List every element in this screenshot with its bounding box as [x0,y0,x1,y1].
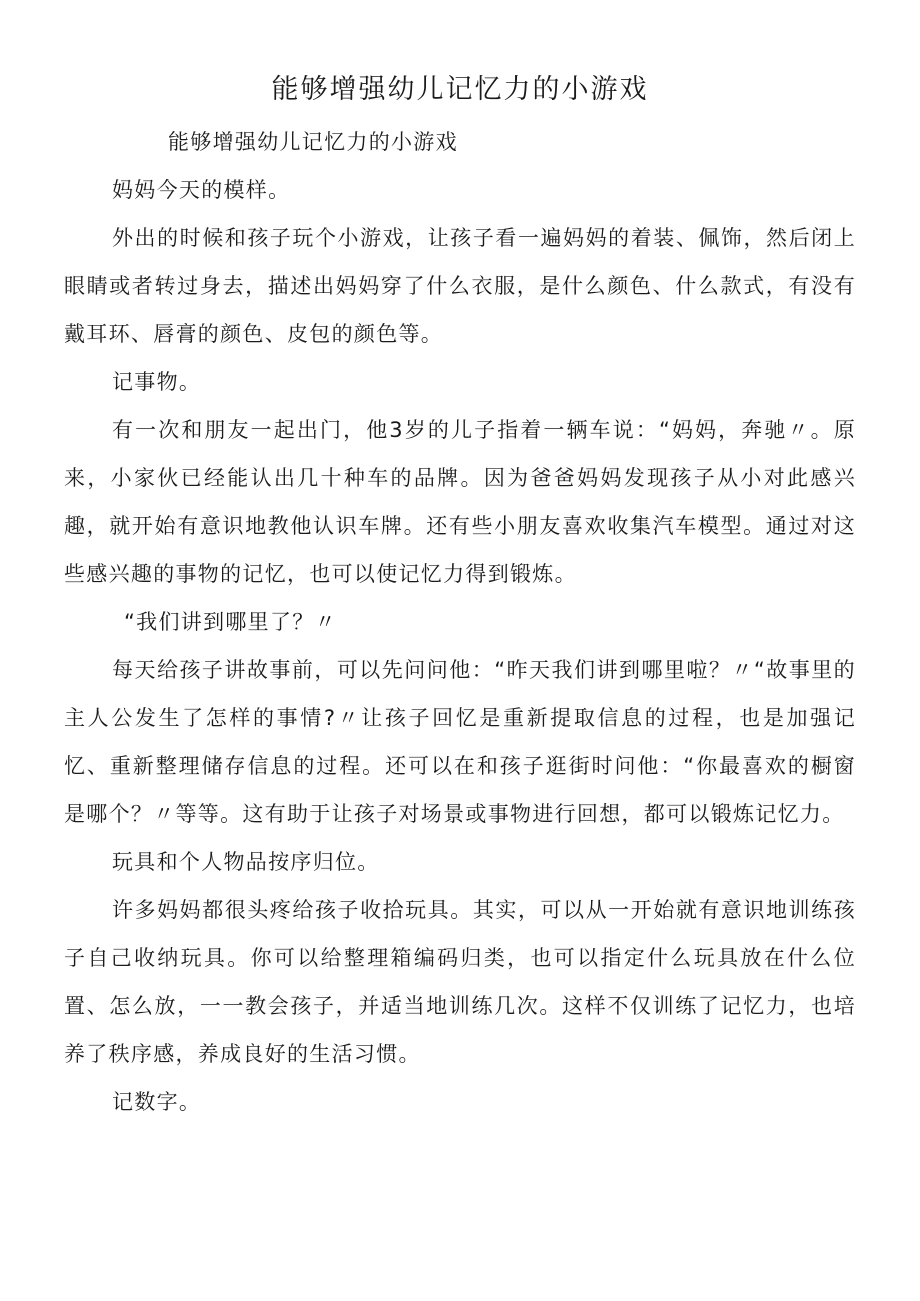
paragraph-remember-things: 有一次和朋友一起出门，他3岁的儿子指着一辆车说：“妈妈，奔驰〃。原来，小家伙已经能认出几十种车的品牌。因为爸爸妈妈发现孩子从小对此感兴趣，就开始有意识地教他认识车牌。还有些小朋友喜欢收集汽车模型。通过对这些感兴趣的事物的记忆，也可以使记忆力得到锻炼。 [64,418,856,586]
paragraph-toys-in-order: 许多妈妈都很头疼给孩子收拾玩具。其实，可以从一开始就有意识地训练孩子自己收纳玩具。你可以给整理箱编码归类，也可以指定什么玩具放在什么位置、怎么放，一一教会孩子，并适当地训练几次。这样不仅训练了记忆力，也培养了秩序感，养成良好的生活习惯。 [64,898,856,1066]
document-title: 能够增强幼儿记忆力的小游戏 [271,74,649,105]
subtitle-paragraph: 能够增强幼儿记忆力的小游戏 [168,130,458,154]
paragraph-mom-today: 外出的时候和孩子玩个小游戏，让孩子看一遍妈妈的着装、佩饰，然后闭上眼睛或者转过身去，描述出妈妈穿了什么衣服，是什么颜色、什么款式，有没有戴耳环、唇膏的颜色、皮包的颜色等。 [64,226,856,346]
section-heading-remember-things: 记事物。 [112,370,202,394]
section-heading-toys-in-order: 玩具和个人物品按序归位。 [112,850,380,874]
section-heading-mom-today: 妈妈今天的模样。 [112,178,291,202]
document-body [64,118,856,1126]
section-heading-remember-numbers: 记数字。 [112,1090,202,1114]
section-heading-story-recall: “我们讲到哪里了？〃 [124,610,337,634]
paragraph-story-recall: 每天给孩子讲故事前，可以先问问他：“昨天我们讲到哪里啦？〃“故事里的主人公发生了怎样的事情?〃让孩子回忆是重新提取信息的过程，也是加强记忆、重新整理储存信息的过程。还可以在和孩子逛街时问他：“你最喜欢的橱窗是哪个？〃等等。这有助于让孩子对场景或事物进行回想，都可以锻炼记忆力。 [64,658,856,826]
